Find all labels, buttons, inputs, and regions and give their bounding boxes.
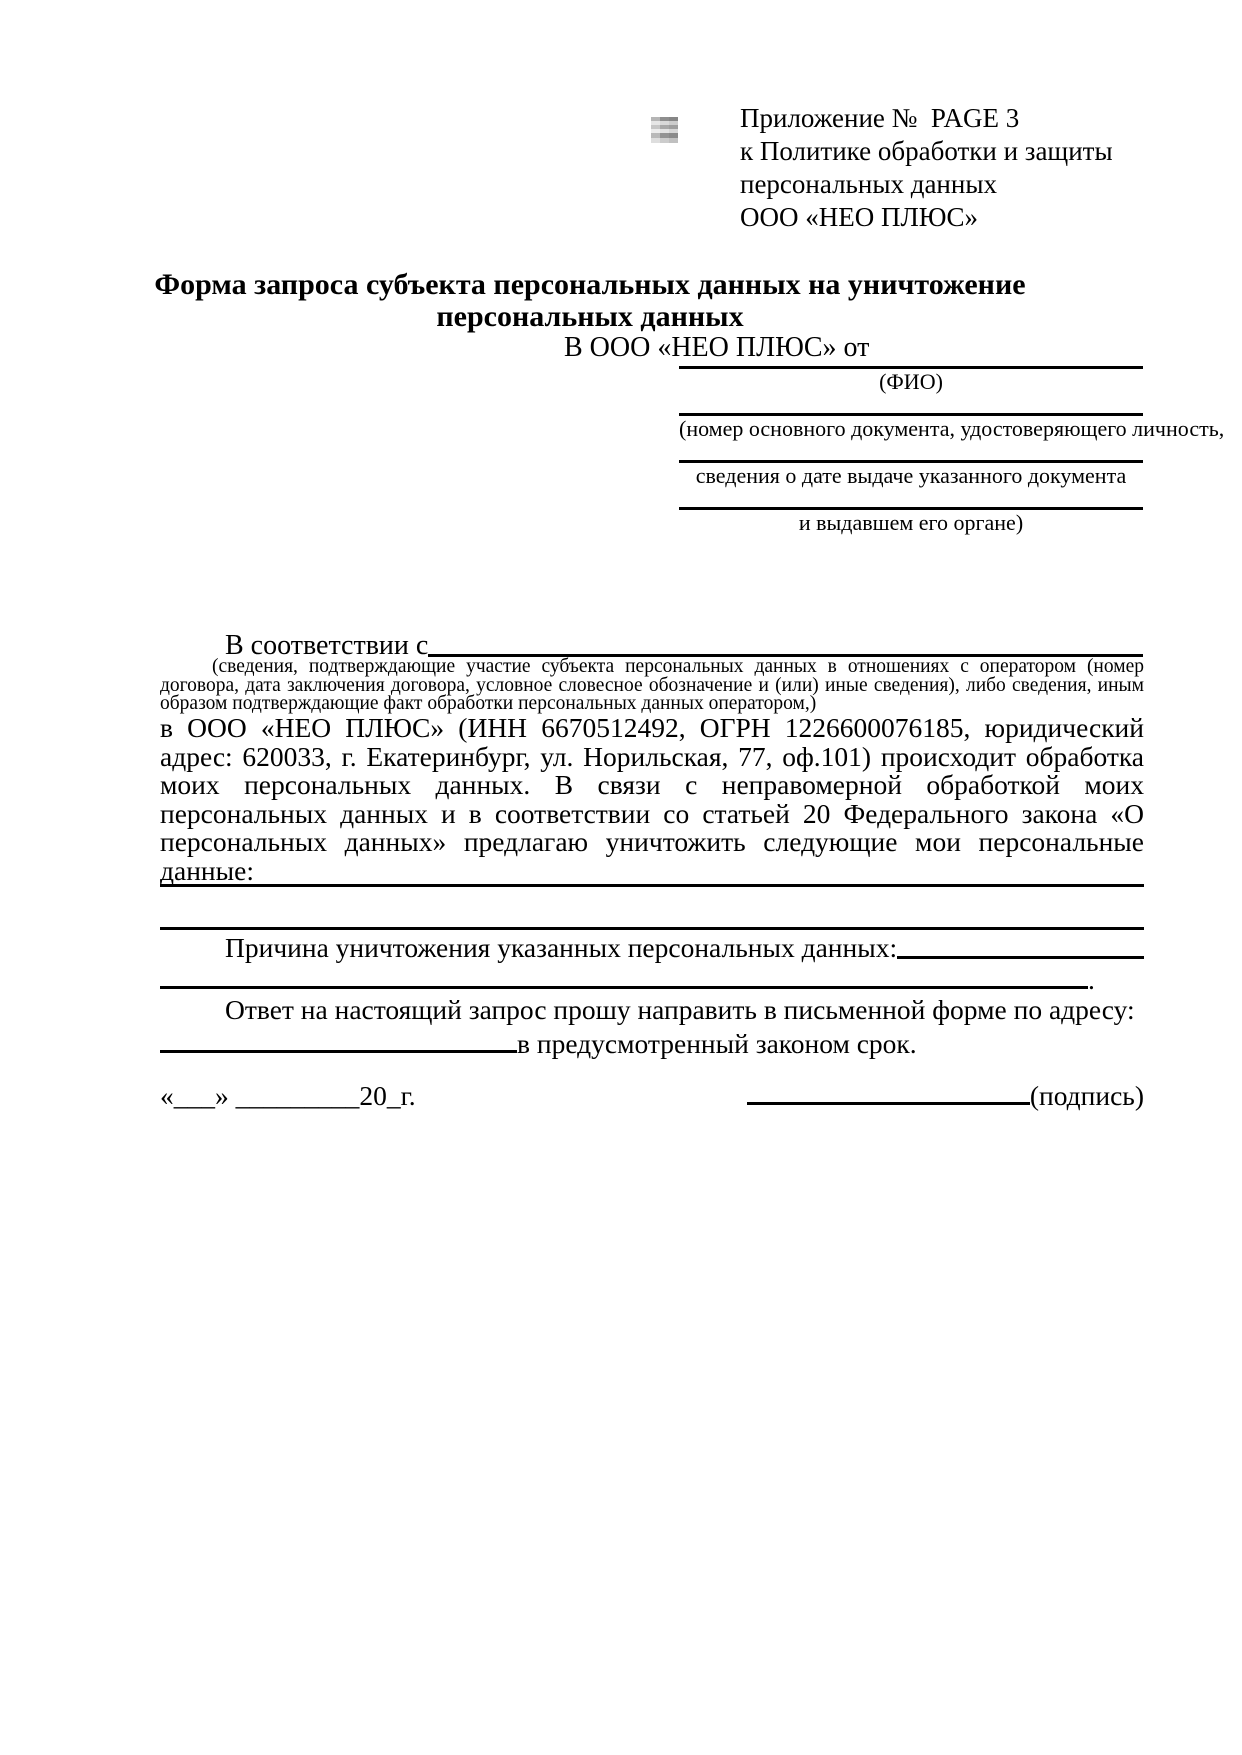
addressee-line: В ООО «НЕО ПЛЮС» от (564, 332, 870, 363)
deadline-text: в предусмотренный законом срок. (517, 1028, 917, 1059)
period-text: . (1088, 964, 1095, 995)
tab-indent (160, 933, 225, 963)
form-title (150, 269, 1030, 333)
reason-continuation-blank-line[interactable] (160, 960, 1088, 989)
accordance-blank-line[interactable] (428, 631, 1143, 657)
issuing-authority-caption: и выдавшем его органе) (798, 510, 1024, 535)
issue-date-caption: сведения о дате выдаче указанного документа (695, 463, 1127, 488)
appendix-number-line: Приложение № PAGE 3 (740, 103, 1020, 133)
body-paragraph: в ООО «НЕО ПЛЮС» (ИНН 6670512492, ОГРН 1226600076185, юридический адрес: 620033, г. Екатеринбург, ул. Норильская, 77, оф.101) происходит обработка моих персональных данных. В связи с неправомерной обработкой моих персональных данных и в соответствии со статьей 20 Федерального закона «О персональных данных» предлагаю уничтожить следующие мои персональные данные: (160, 712, 1144, 886)
reason-label: Причина уничтожения указанных персональных данных: (225, 932, 898, 963)
signature-blank-line[interactable] (747, 1078, 1030, 1105)
appendix-header-line: к Политике обработки и защиты (740, 136, 1113, 166)
signature-caption: (подпись) (1029, 1080, 1144, 1111)
address-blank-line[interactable] (160, 1026, 517, 1053)
address-line (160, 1026, 1144, 1059)
personal-data-blank-line-2[interactable] (160, 927, 1144, 930)
identity-field (679, 507, 1143, 535)
identity-field (679, 460, 1143, 488)
identity-fields-block (679, 366, 1225, 554)
accordance-footnote: (сведения, подтверждающие участие субъекта персональных данных в отношениях с оператором (номер договора, дата заключения договора, условное словесное обозначение и (или) иные сведения), либо сведения, иным образом подтверждающие факт обработки персональных данных оператором,) (160, 656, 1144, 714)
signature-area (747, 1078, 1144, 1111)
form-title-line-1: Форма запроса субъекта персональных данных на уничтожение (154, 268, 1026, 301)
fio-caption: (ФИО) (879, 369, 943, 394)
appendix-company-line: ООО «НЕО ПЛЮС» (740, 202, 979, 232)
appendix-header-line: персональных данных (740, 169, 997, 199)
personal-data-blank-line-1[interactable] (160, 884, 1144, 887)
reason-blank-line[interactable] (897, 933, 1144, 959)
striped-placeholder-icon (651, 117, 678, 143)
identity-field (679, 413, 1225, 441)
reason-line (160, 933, 1144, 963)
reason-continuation-line (160, 960, 1144, 995)
date-line[interactable]: «___» _________20_г. (160, 1080, 416, 1111)
identity-field (679, 366, 1143, 394)
response-request-line: Ответ на настоящий запрос прошу направить в письменной форме по адресу: (225, 994, 1135, 1025)
accordance-label: В соответствии с (225, 630, 429, 661)
date-signature-row (160, 1078, 1144, 1111)
document-number-caption: (номер основного документа, удостоверяющего личность, (679, 416, 1225, 441)
form-title-line-2: персональных данных (436, 300, 744, 333)
appendix-header (740, 102, 1113, 234)
